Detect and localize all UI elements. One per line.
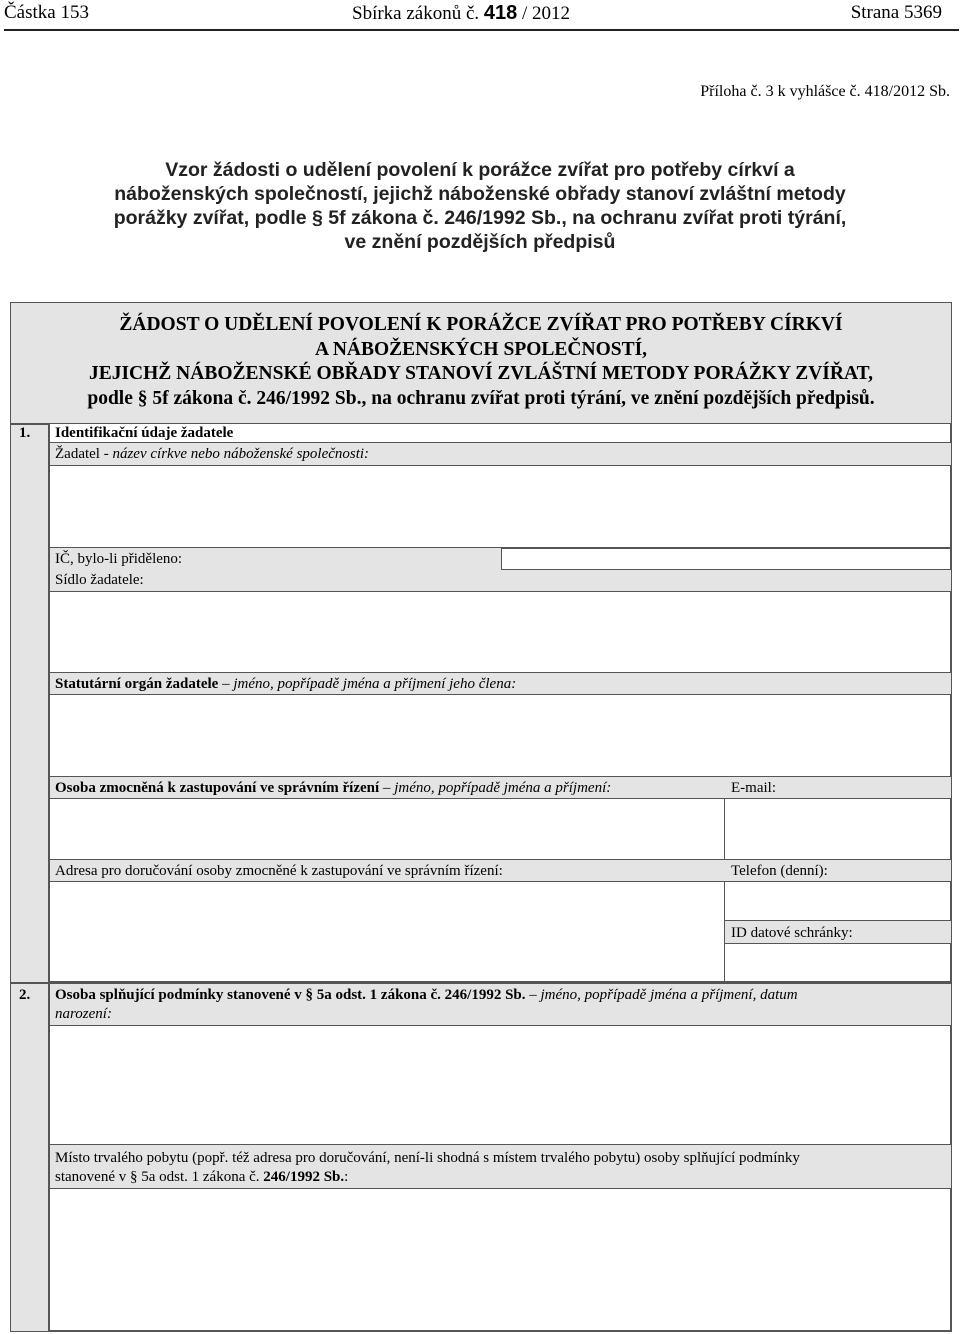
- email-label: E-mail:: [731, 780, 776, 796]
- application-form: [10, 302, 952, 1332]
- form-title-line: ŽÁDOST O UDĚLENÍ POVOLENÍ K PORÁŽCE ZVÍŘAT PRO POTŘEBY CÍRKVÍ: [119, 314, 843, 335]
- appendix-label: Příloha č. 3 k vyhlášce č. 418/2012 Sb.: [700, 83, 950, 100]
- section2-heading: [55, 986, 798, 1005]
- section2-title: Osoba splňující podmínky stanovené v § 5a odst. 1 zákona č. 246/1992 Sb.: [55, 987, 526, 1003]
- email-field[interactable]: [724, 798, 951, 860]
- header-rule: [4, 29, 959, 31]
- statutory-label: [55, 675, 516, 694]
- ic-label: IČ, bylo-li přiděleno:: [55, 551, 183, 567]
- statutory-hint: – jméno, popřípadě jména a příjmení jeho člena:: [222, 676, 517, 692]
- seat-field[interactable]: [49, 591, 951, 673]
- ic-field[interactable]: [501, 548, 951, 570]
- form-title: [11, 313, 951, 411]
- databox-label: ID datové schránky:: [731, 925, 853, 941]
- authorized-person-field[interactable]: [49, 798, 725, 860]
- residence-label-line2: [55, 1168, 348, 1187]
- header-year: / 2012: [522, 3, 571, 24]
- residence-label-part: stanovené v § 5a odst. 1 zákona č.: [55, 1169, 260, 1185]
- residence-colon: :: [344, 1169, 349, 1185]
- phone-field[interactable]: [724, 881, 951, 921]
- qualified-person-field[interactable]: [49, 1025, 951, 1145]
- residence-label-line1: Místo trvalého pobytu (popř. též adresa pro doručování, není-li shodná s místem trvalého pobytu) osoby splňující podmínky: [55, 1150, 800, 1166]
- left-column-rule: [48, 423, 50, 1331]
- applicant-hint: název církve nebo náboženské společnosti:: [112, 446, 370, 462]
- form-title-line: JEJICHŽ NÁBOŽENSKÉ OBŘADY STANOVÍ ZVLÁŠTNÍ METODY PORÁŽKY ZVÍŘAT,: [88, 363, 874, 384]
- phone-label: Telefon (denní):: [731, 863, 828, 879]
- section1-number: 1.: [19, 425, 31, 441]
- section2-hint-cont: [55, 1005, 112, 1024]
- statutory-label-text: Statutární orgán žadatele: [55, 676, 219, 692]
- header-collection: [352, 2, 570, 25]
- section2-number: 2.: [19, 987, 31, 1003]
- form-title-line: A NÁBOŽENSKÝCH SPOLEČNOSTÍ,: [314, 338, 648, 360]
- intro-heading: Vzor žádosti o udělení povolení k porážce zvířat pro potřeby církví a náboženských společností, jejichž náboženské obřady stanoví zvláštní metody porážky zvířat, podle § 5f zákona č. 246/1992 Sb., na ochranu zvířat proti týrání, ve znění pozdějších předpisů: [113, 159, 847, 253]
- form-title-line: podle § 5f zákona č. 246/1992 Sb., na ochranu zvířat proti týrání, ve znění pozdějších předpisů.: [87, 387, 875, 409]
- authorized-label-text: Osoba zmocněná k zastupování ve správním řízení: [55, 780, 380, 796]
- statutory-field[interactable]: [49, 694, 951, 777]
- address-label: Adresa pro doručování osoby zmocněné k zastupování ve správním řízení:: [55, 863, 503, 879]
- residence-field[interactable]: [49, 1188, 951, 1331]
- authorized-label: [55, 779, 611, 798]
- residence-law-ref: 246/1992 Sb.: [263, 1169, 345, 1185]
- header-part: Částka 153: [4, 2, 89, 23]
- header-collection-label: Sbírka zákonů č.: [352, 3, 480, 24]
- address-field[interactable]: [49, 881, 725, 982]
- header-page: Strana 5369: [850, 2, 942, 23]
- divider: [11, 982, 951, 984]
- applicant-label-text: Žadatel -: [55, 446, 109, 462]
- section1-title: Identifikační údaje žadatele: [55, 425, 234, 441]
- header-number: 418: [483, 2, 518, 24]
- applicant-name-field[interactable]: [49, 465, 951, 548]
- section2-hint: – jméno, popřípadě jména a příjmení, datum: [529, 987, 798, 1003]
- seat-label: Sídlo žadatele:: [55, 572, 144, 588]
- applicant-label: [55, 445, 369, 464]
- authorized-hint: – jméno, popřípadě jména a příjmení:: [382, 780, 612, 796]
- databox-field[interactable]: [724, 943, 951, 982]
- section2-hint-line2: narození:: [55, 1006, 112, 1022]
